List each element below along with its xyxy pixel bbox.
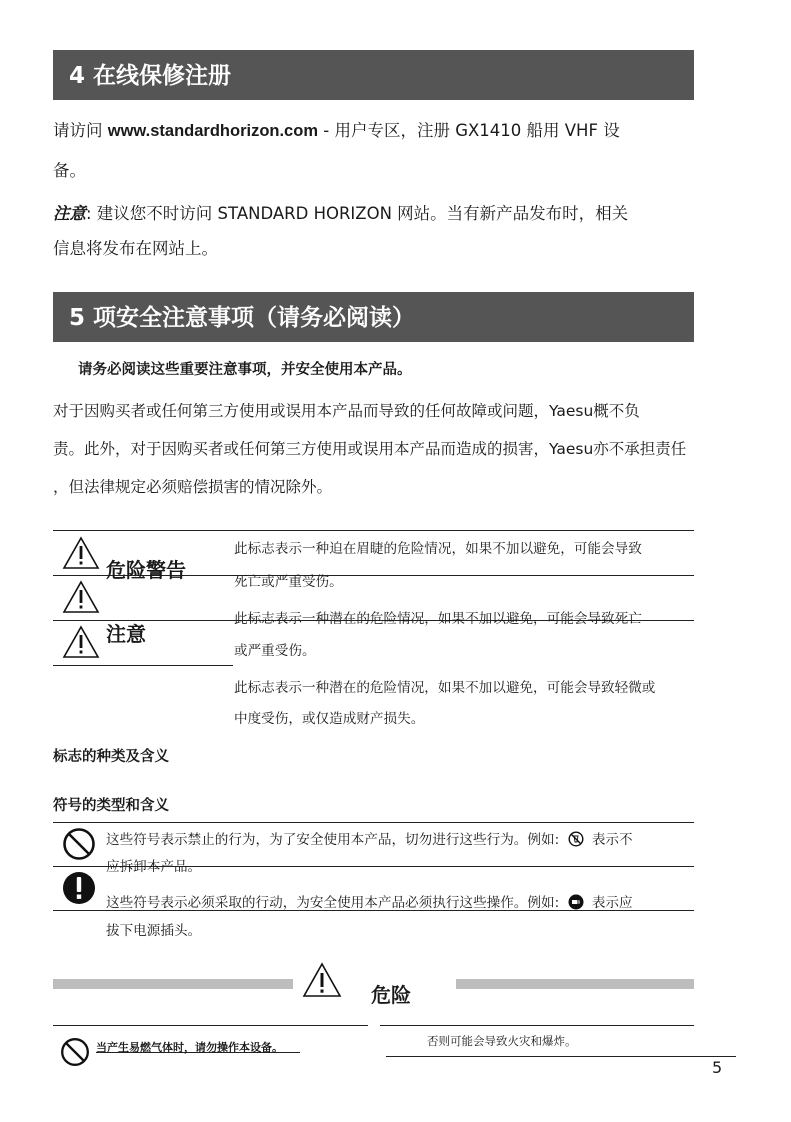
danger-rule-right [380,1025,694,1026]
warning-desc-line1: 此标志表示一种潜在的危险情况，如果不加以避免，可能会导致死亡 [234,611,642,627]
danger-gray-bar-right [456,979,694,989]
liability-line3: ，但法律规定必须赔偿损害的情况除外。 [53,478,333,496]
table-rule-4 [53,665,233,666]
danger-gray-bar-left [53,979,293,989]
danger-rule-left [53,1025,368,1026]
note-paragraph-line2: 信息将发布在网站上。 [53,239,218,258]
section-4-title: 4 在线保修注册 [53,50,694,100]
prohibit-desc-b: 表示不 [591,832,633,848]
warning-triangle-icon [62,536,100,570]
danger-desc-line1: 此标志表示一种迫在眉睫的危险情况，如果不加以避免，可能会导致 [234,541,642,557]
note-text-line1: 建议您不时访问 STANDARD HORIZON 网站。当有新产品发布时，相关 [91,204,629,223]
section-5-title: 5 项安全注意事项（请务必阅读） [53,292,694,342]
note-colon: : [86,204,92,223]
symbol-types-heading: 符号的类型和含义 [53,798,169,814]
registration-paragraph [53,112,694,150]
unplug-icon [568,894,584,910]
mandatory-desc-line2: 拔下电源插头。 [106,923,202,939]
website-url: www.standardhorizon.com [107,122,318,140]
note-paragraph [53,195,694,232]
sign-types-heading: 标志的种类及含义 [53,749,169,765]
danger-desc-line2: 死亡或严重受伤。 [234,574,343,590]
danger-warning-label: 危险警告 [106,558,186,582]
safety-intro: 请务必阅读这些重要注意事项，并安全使用本产品。 [78,362,412,378]
prohibition-icon [62,827,96,861]
caution-desc-line1: 此标志表示一种潜在的危险情况，如果不加以避免，可能会导致轻微或 [234,680,656,696]
registration-text-after: - 用户专区，注册 GX1410 船用 VHF 设 [318,121,620,140]
mandatory-desc-a: 这些符号表示必须采取的行动，为安全使用本产品必须执行这些操作。例如: [106,895,560,911]
mandatory-desc-b: 表示应 [591,895,633,911]
no-disassembly-icon [568,831,584,847]
warning-desc-line2: 或严重受伤。 [234,643,316,659]
liability-line1: 对于因购买者或任何第三方使用或误用本产品而导致的任何故障或问题，Yaesu概不负 [53,402,640,420]
note-label: 注意 [53,204,86,223]
fire-explosion-warning: 否则可能会导致火灾和爆炸。 [427,1034,577,1048]
prohibit-desc-a: 这些符号表示禁止的行为，为了安全使用本产品，切勿进行这些行为。例如: [106,832,560,848]
prohibit-desc-line2: 应拆卸本产品。 [106,859,202,875]
warning-triangle-icon [62,580,100,614]
danger-triangle-icon [302,962,342,998]
page-number: 5 [712,1058,723,1077]
mandatory-action-icon [62,871,96,905]
caution-desc-line2: 中度受伤，或仅造成财产损失。 [234,711,425,727]
danger-rule-bottom [386,1056,736,1057]
caution-label: 注意 [106,622,146,646]
caution-triangle-icon [62,625,100,659]
liability-line2: 责。此外，对于因购买者或任何第三方使用或误用本产品而造成的损害，Yaesu亦不承担责任 [53,440,687,458]
danger-label: 危险 [371,983,411,1007]
prohibition-icon [60,1037,90,1067]
flammable-gas-warning: 当产生易燃气体时，请勿操作本设备。 [96,1041,283,1054]
registration-text-before: 请访问 [53,121,108,140]
registration-paragraph-line2: 备。 [53,161,86,180]
